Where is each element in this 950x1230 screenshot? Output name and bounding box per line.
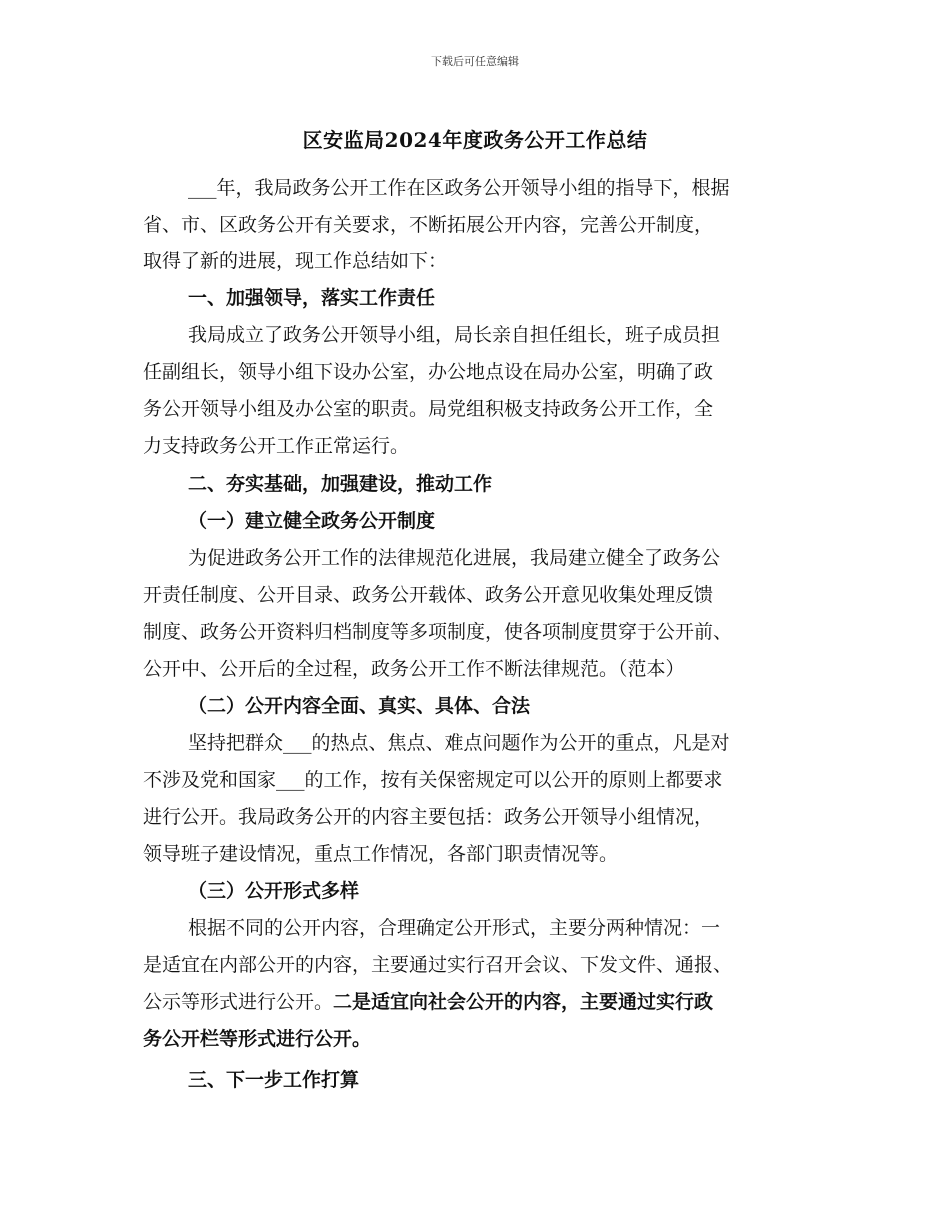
para-4-line-1: 根据不同的公开内容，合理确定公开形式，主要分两种情况：一 bbox=[188, 917, 721, 939]
para-3-line-3: 进行公开。我局政务公开的内容主要包括：政务公开领导小组情况， bbox=[143, 806, 714, 828]
section-heading-1: 一、加强领导，落实工作责任 bbox=[188, 287, 436, 309]
intro-line-1: ___年，我局政务公开工作在区政务公开领导小组的指导下，根据 bbox=[188, 177, 730, 199]
para-4-line-4: 务公开栏等形式进行公开。 bbox=[143, 1028, 372, 1050]
para-2-line-4: 公开中、公开后的全过程，政务公开工作不断法律规范。（范本） bbox=[143, 658, 685, 680]
para-2-line-2: 开责任制度、公开目录、政务公开载体、政务公开意见收集处理反馈 bbox=[143, 584, 714, 606]
para-1-line-3: 务公开领导小组及办公室的职责。局党组积极支持政务公开工作，全 bbox=[143, 398, 714, 420]
para-3-line-4: 领导班子建设情况，重点工作情况，各部门职责情况等。 bbox=[143, 843, 619, 865]
para-4-line-3 bbox=[143, 988, 713, 1016]
para-2-line-1: 为促进政务公开工作的法律规范化进展，我局建立健全了政务公 bbox=[188, 547, 721, 569]
intro-line-3: 取得了新的进展，现工作总结如下： bbox=[143, 250, 448, 272]
subheading-2: （二）公开内容全面、真实、具体、合法 bbox=[188, 695, 531, 717]
para-3-line-1: 坚持把群众___的热点、焦点、难点问题作为公开的重点，凡是对 bbox=[188, 732, 730, 754]
para-1-line-4: 力支持政务公开工作正常运行。 bbox=[143, 435, 410, 457]
para-4-line-2: 是适宜在内部公开的内容，主要通过实行召开会议、下发文件、通报、 bbox=[143, 954, 733, 976]
section-heading-3: 三、下一步工作打算 bbox=[188, 1069, 360, 1091]
subheading-3: （三）公开形式多样 bbox=[188, 880, 360, 902]
page-title: 区安监局2024年度政务公开工作总结 bbox=[302, 128, 648, 152]
intro-line-2: 省、市、区政务公开有关要求，不断拓展公开内容，完善公开制度， bbox=[143, 214, 714, 236]
subheading-1: （一）建立健全政务公开制度 bbox=[188, 510, 436, 532]
para-1-line-1: 我局成立了政务公开领导小组，局长亲自担任组长，班子成员担 bbox=[188, 324, 721, 346]
section-heading-2: 二、夯实基础，加强建设，推动工作 bbox=[188, 473, 493, 495]
para-4-line-3-bold: 二是适宜向社会公开的内容，主要通过实行政 bbox=[333, 991, 714, 1013]
para-1-line-2: 任副组长，领导小组下设办公室，办公地点设在局办公室，明确了政 bbox=[143, 361, 714, 383]
para-2-line-3: 制度、政务公开资料归档制度等多项制度，使各项制度贯穿于公开前、 bbox=[143, 621, 733, 643]
para-3-line-2: 不涉及党和国家___的工作，按有关保密规定可以公开的原则上都要求 bbox=[143, 769, 723, 791]
para-4-line-3-normal: 公示等形式进行公开。 bbox=[143, 991, 334, 1013]
header-note: 下载后可任意编辑 bbox=[431, 55, 519, 68]
